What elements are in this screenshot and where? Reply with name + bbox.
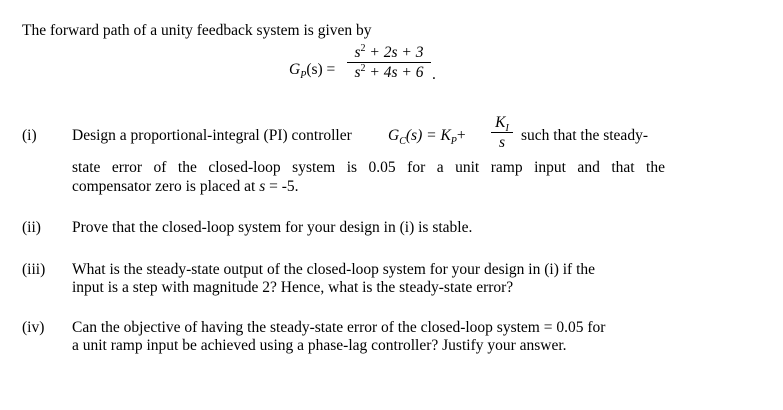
question-iv-line2: a unit ramp input be achieved using a phase-lag controller? Justify your answer. — [72, 337, 567, 354]
question-i-line2: state error of the closed-loop system is 0.05 for a unit ramp input and that the — [72, 159, 665, 176]
question-number-i: (i) — [22, 127, 37, 144]
plant-G: G — [289, 61, 301, 78]
question-iv-line1: Can the objective of having the steady-state error of the closed-loop system = 0.05 for — [72, 319, 606, 336]
question-iii-line1: What is the steady-state output of the closed-loop system for your design in (i) if the — [72, 261, 596, 278]
intro-text: The forward path of a unity feedback system is given by — [22, 22, 372, 39]
question-i-formula: $G_C(s) = K_P+$ — [388, 127, 466, 148]
question-i-ki-fraction — [491, 114, 513, 151]
question-i-line1-pre: Design a proportional-integral (PI) controller — [72, 127, 352, 144]
question-i-line3: compensator zero is placed at s = -5. — [72, 178, 299, 195]
plant-G-sub: P — [300, 70, 307, 82]
ki-numerator: $K_I$ — [495, 114, 509, 135]
ki-denominator: s — [498, 134, 506, 151]
plant-fraction — [347, 44, 431, 81]
question-ii-line1: Prove that the closed-loop system for your design in (i) is stable. — [72, 219, 473, 236]
question-number-ii: (ii) — [22, 219, 41, 236]
plant-lhs — [289, 61, 336, 82]
ki-fraction-bar — [491, 132, 513, 133]
question-iii-line2: input is a step with magnitude 2? Hence, what is the steady-state error? — [72, 279, 514, 296]
plant-numerator: $s^2 + 2s + 3$ — [354, 42, 424, 61]
plant-period: . — [432, 66, 436, 83]
question-number-iv: (iv) — [22, 319, 45, 336]
plant-arg: (s) = — [306, 61, 336, 78]
plant-denominator: $s^2 + 4s + 6$ — [354, 62, 424, 81]
question-i-line1-post: such that the steady- — [521, 127, 648, 144]
question-number-iii: (iii) — [22, 261, 46, 278]
